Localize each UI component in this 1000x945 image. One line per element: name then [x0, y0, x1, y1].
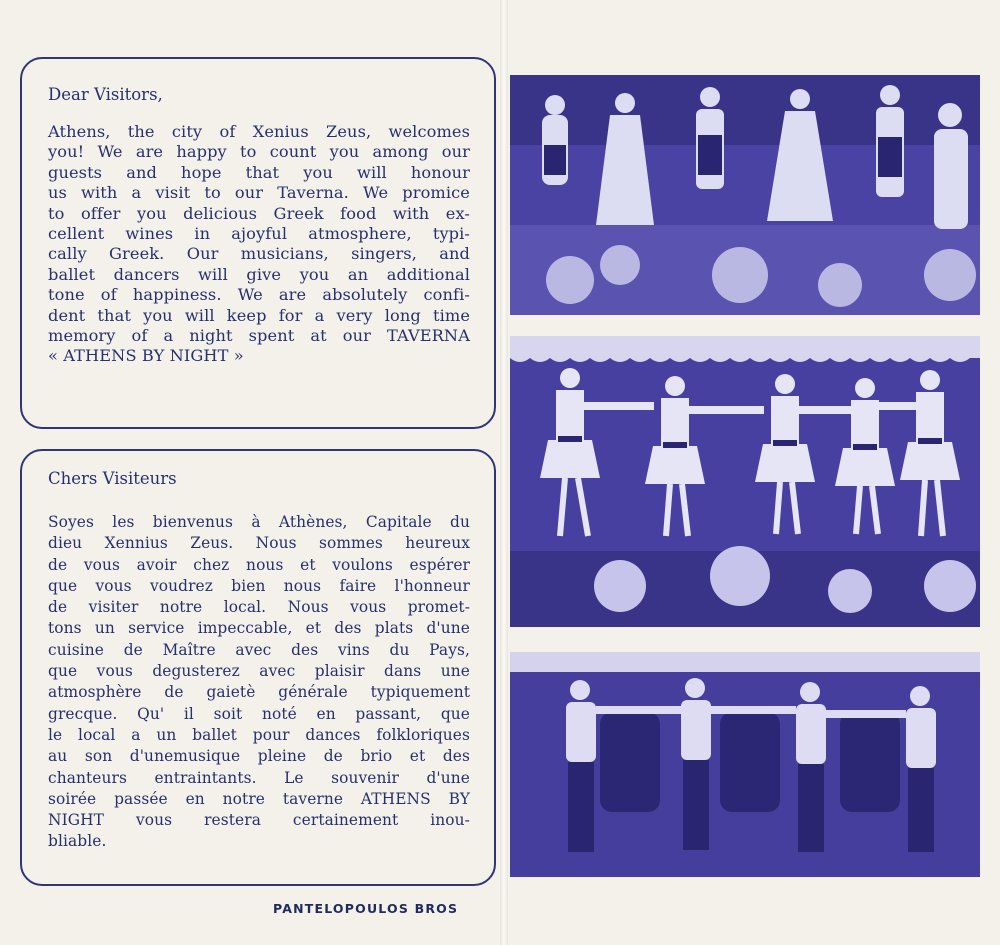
text-line: dent that you will keep for a very long time	[48, 305, 470, 325]
text-line: cuisine de Maître avec des vins du Pays,	[48, 640, 470, 659]
english-welcome-box	[20, 57, 496, 429]
text-line: cellent wines in ajoyful atmosphere, typi-	[48, 224, 470, 244]
text-line: que vous degusterez avec plaisir dans une	[48, 662, 470, 681]
text-line: atmosphère de gaietè générale typiquement	[48, 683, 470, 702]
photo-folk-dancers-image	[510, 75, 980, 315]
text-line: Athens, the city of Xenius Zeus, welcomes	[48, 122, 470, 141]
publisher-credit: PANTELOPOULOS BROS	[273, 901, 459, 916]
text-line: ballet dancers will give you an additional	[48, 264, 470, 284]
text-line: bliable.	[48, 832, 107, 851]
text-line: le local a un ballet pour dances folkloriques	[48, 725, 470, 744]
text-line: us with a visit to our Taverna. We promice	[48, 183, 470, 203]
photo-evzone-dancers	[510, 336, 980, 627]
photo-evzone-dancers-image	[510, 336, 980, 627]
text-line: au son d'unemusique pleine de brio et des	[48, 747, 470, 766]
french-welcome-box	[20, 449, 496, 886]
text-line: guests and hope that you will honour	[48, 162, 470, 182]
french-body	[48, 512, 470, 853]
text-line: cally Greek. Our musicians, singers, and	[48, 244, 470, 264]
photo-male-dancers-image	[510, 652, 980, 877]
text-line: tons un service impeccable, et des plats d'une	[48, 619, 470, 638]
text-line: de vous avoir chez nous et voulons espérer	[48, 555, 470, 574]
text-line: dieu Xennius Zeus. Nous sommes heureux	[48, 534, 470, 553]
text-line: grecque. Qu' il soit noté en passant, que	[48, 704, 470, 723]
page-fold	[500, 0, 508, 945]
text-line: memory of a night spent at our TAVERNA	[48, 326, 470, 346]
french-greeting: Chers Visiteurs	[48, 469, 177, 488]
text-line: de visiter notre local. Nous vous promet-	[48, 598, 470, 617]
text-line: soirée passée en notre taverne ATHENS BY	[48, 789, 470, 808]
text-line: tone of happiness. We are absolutely confi-	[48, 285, 470, 305]
text-line: Soyes les bienvenus à Athènes, Capitale du	[48, 513, 470, 531]
photo-folk-dancers	[510, 75, 980, 315]
text-line: NIGHT vous restera certainement inou-	[48, 811, 470, 830]
text-line: you! We are happy to count you among our	[48, 142, 470, 162]
english-body	[48, 122, 470, 367]
text-line: que vous voudrez bien nous faire l'honneur	[48, 576, 470, 595]
english-greeting: Dear Visitors,	[48, 85, 163, 104]
text-line: to offer you delicious Greek food with ex-	[48, 203, 470, 223]
photo-male-dancers	[510, 652, 980, 877]
taverna-name: « ATHENS BY NIGHT »	[48, 346, 244, 366]
text-line: chanteurs entraintants. Le souvenir d'une	[48, 768, 470, 787]
